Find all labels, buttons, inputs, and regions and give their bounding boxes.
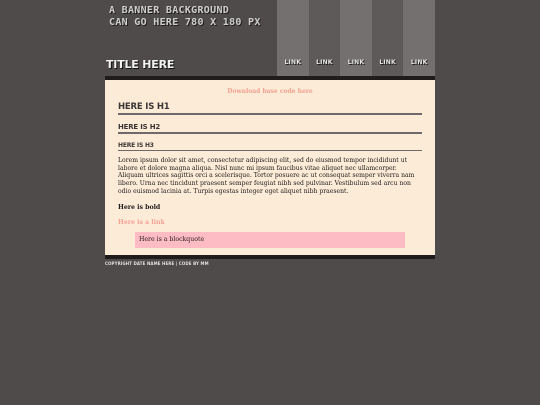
blockquote: Here is a blockquote: [135, 232, 405, 248]
bottom-divider: [105, 255, 435, 259]
nav-link-2[interactable]: [309, 0, 341, 76]
banner: [105, 0, 435, 76]
nav-link-label: LINK: [284, 59, 302, 66]
nav-link-4[interactable]: [372, 0, 404, 76]
nav-link-label: LINK: [347, 59, 365, 66]
bold-text: Here is bold: [118, 203, 161, 211]
download-link[interactable]: Download base code here: [227, 88, 313, 95]
site-title[interactable]: TITLE HERE: [106, 58, 175, 71]
page-wrapper: [105, 0, 435, 266]
sample-link[interactable]: Here is a link: [118, 218, 165, 226]
heading-h1: HERE IS H1: [118, 102, 422, 115]
nav-link-label: LINK: [410, 59, 428, 66]
heading-h3: HERE IS H3: [118, 142, 422, 151]
nav-bar: [277, 0, 435, 76]
heading-h2: HERE IS H2: [118, 123, 422, 134]
nav-link-3[interactable]: [340, 0, 372, 76]
nav-link-label: LINK: [316, 59, 333, 66]
content-area: [105, 80, 435, 255]
body-paragraph: Lorem ipsum dolor sit amet, consectetur adipiscing elit, sed do eiusmod tempor incididunt ut labore et dolore magna aliqua. Nisl nunc mi ipsum faucibus vitae aliquet nec ullamcorper. Aliquam ultrices sagittis orci a scelerisque. Tortor posuere ac ut consequat semper viverra nam libero. Urna nec tincidunt praesent semper feugiat nibh sed pulvinar. Vestibulum sed arcu non odio euismod lacinia at. Turpis egestas integer eget aliquet nibh praesent.: [118, 157, 415, 195]
banner-text-line2: CAN GO HERE 780 X 180 PX: [109, 17, 261, 28]
banner-text-line1: A BANNER BACKGROUND: [109, 5, 230, 16]
nav-link-5[interactable]: [403, 0, 435, 76]
nav-link-label: LINK: [379, 59, 396, 66]
footer-text: COPYRIGHT DATE NAME HERE | CODE BY MM: [105, 261, 209, 266]
nav-link-1[interactable]: [277, 0, 309, 76]
banner-text: [109, 5, 279, 29]
